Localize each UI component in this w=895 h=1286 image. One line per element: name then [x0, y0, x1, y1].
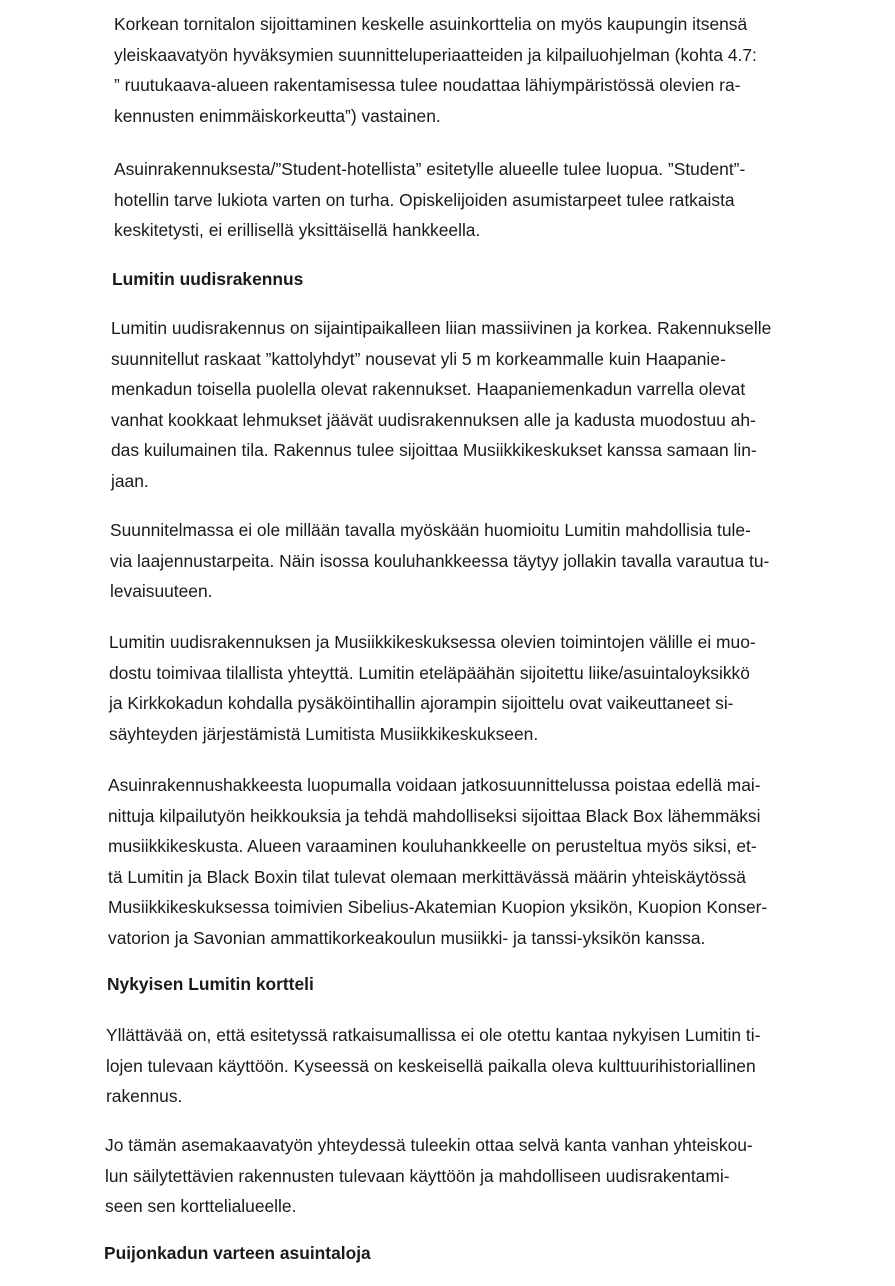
text-line: levaisuuteen.	[110, 581, 213, 601]
text-line: via laajennustarpeita. Näin isossa kouluhankkeessa täytyy jollakin tavalla varautua tu-	[110, 550, 770, 571]
text-line: seen sen korttelialueelle.	[105, 1196, 297, 1216]
text-line: Asuinrakennuksesta/”Student-hotellista” esitetylle alueelle tulee luopua. ”Student”-	[114, 159, 746, 179]
paragraph-lumitin-new-building	[111, 313, 771, 496]
text-line: Suunnitelmassa ei ole millään tavalla myöskään huomioitu Lumitin mahdollisia tule-	[110, 520, 751, 540]
text-line: dostu toimivaa tilallista yhteyttä. Lumitin eteläpäähän sijoitettu liike/asuintaloyksikkö	[109, 662, 750, 683]
text-line: Lumitin uudisrakennus on sijaintipaikalleen liian massiivinen ja korkea. Rakennukselle	[111, 318, 772, 338]
text-line: hotellin tarve lukiota varten on turha. Opiskelijoiden asumistarpeet tulee ratkaista	[114, 189, 735, 210]
text-line: säyhteyden järjestämistä Lumitista Musiikkikeskukseen.	[109, 723, 539, 744]
text-line: lun säilytettävien rakennusten tulevaan käyttöön ja mahdolliseen uudisrakentami-	[105, 1165, 730, 1186]
text-line: musiikkikeskusta. Alueen varaaminen kouluhankkeelle on perusteltua myös siksi, et-	[108, 836, 757, 856]
text-line: Jo tämän asemakaavatyön yhteydessä tuleekin ottaa selvä kanta vanhan yhteiskou-	[105, 1135, 753, 1155]
text-line: vanhat kookkaat lehmukset jäävät uudisrakennuksen alle ja kadusta muodostuu ah-	[111, 409, 756, 430]
text-line: keskitetysti, ei erillisellä yksittäisellä hankkeella.	[114, 220, 481, 240]
text-line: nittuja kilpailutyön heikkouksia ja tehdä mahdolliseksi sijoittaa Black Box lähemmäksi	[108, 805, 761, 826]
text-line: vatorion ja Savonian ammattikorkeakoulun musiikki- ja tanssi-yksikön kanssa.	[108, 927, 706, 948]
text-line: ” ruutukaava-alueen rakentamisessa tulee noudattaa lähiympäristössä olevien ra-	[114, 75, 741, 95]
heading-puijonkadun-varteen: Puijonkadun varteen asuintaloja	[104, 1243, 371, 1263]
text-line: tä Lumitin ja Black Boxin tilat tulevat olemaan merkittävässä määrin yhteiskäytössä	[108, 866, 746, 887]
heading-lumitin-uudisrakennus: Lumitin uudisrakennus	[112, 269, 304, 289]
paragraph-tower-placement	[114, 9, 757, 131]
text-line: yleiskaavatyön hyväksymien suunnitteluperiaatteiden ja kilpailuohjelman (kohta 4.7:	[114, 44, 757, 65]
text-line: Yllättävää on, että esitetyssä ratkaisumallissa ei ole otettu kantaa nykyisen Lumitin ti-	[106, 1025, 761, 1045]
text-line: rakennus.	[106, 1086, 183, 1106]
paragraph-student-hotel	[114, 154, 745, 246]
text-line: jaan.	[111, 470, 149, 491]
text-line: Lumitin uudisrakennuksen ja Musiikkikeskuksessa olevien toimintojen välille ei muo-	[109, 632, 756, 652]
text-line: menkadun toisella puolella olevat rakennukset. Haapaniemenkadun varrella olevat	[111, 379, 746, 399]
paragraph-spatial-connection	[109, 627, 756, 749]
text-line: Asuinrakennushakkeesta luopumalla voidaan jatkosuunnittelussa poistaa edellä mai-	[108, 775, 761, 795]
text-line: das kuilumainen tila. Rakennus tulee sijoittaa Musiikkikeskukset kanssa samaan lin-	[111, 440, 757, 460]
paragraph-black-box	[108, 770, 767, 953]
heading-nykyisen-lumitin-kortteli: Nykyisen Lumitin kortteli	[107, 974, 314, 994]
paragraph-zoning-stance	[105, 1130, 753, 1222]
text-line: lojen tulevaan käyttöön. Kyseessä on keskeisellä paikalla oleva kulttuurihistoriallinen	[106, 1055, 756, 1076]
text-line: ja Kirkkokadun kohdalla pysäköintihallin ajorampin sijoittelu ovat vaikeuttaneet si-	[109, 693, 734, 713]
text-line: kennusten enimmäiskorkeutta”) vastainen.	[114, 105, 441, 126]
text-line: Musiikkikeskuksessa toimivien Sibelius-Akatemian Kuopion yksikön, Kuopion Konser-	[108, 897, 768, 917]
text-line: Korkean tornitalon sijoittaminen keskelle asuinkorttelia on myös kaupungin itsensä	[114, 14, 748, 34]
text-line: suunnitellut raskaat ”kattolyhdyt” nousevat yli 5 m korkeammalle kuin Haapanie-	[111, 348, 726, 369]
paragraph-expansion-needs	[110, 515, 769, 607]
paragraph-current-lumitin	[106, 1020, 760, 1112]
